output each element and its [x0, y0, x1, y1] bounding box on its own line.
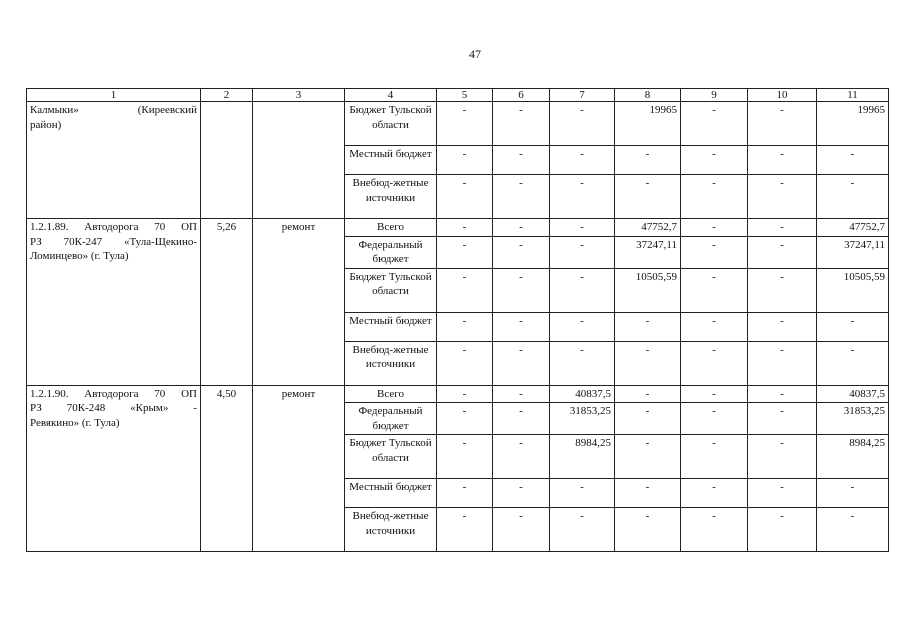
value-cell: -	[437, 403, 493, 435]
value-cell: -	[550, 175, 615, 219]
value-cell: -	[681, 268, 748, 312]
value-cell: -	[437, 312, 493, 341]
object-name-line: Калмыки» (Киреевский	[30, 104, 197, 116]
value-cell: -	[681, 508, 748, 552]
object-name-line: РЗ 70К-248 «Крым» -	[30, 402, 197, 414]
column-header: 11	[817, 89, 889, 102]
value-cell: -	[493, 385, 550, 403]
column-header: 10	[748, 89, 817, 102]
value-cell: -	[681, 341, 748, 385]
header-row	[27, 89, 889, 102]
object-name-line: РЗ 70К-247 «Тула-Щекино-	[30, 235, 197, 248]
length-cell	[201, 102, 253, 219]
value-cell: -	[681, 435, 748, 479]
funding-source-cell: Внебюд-жетные источники	[345, 508, 437, 552]
value-cell: -	[550, 146, 615, 175]
value-cell: 31853,25	[817, 403, 889, 435]
value-cell: -	[681, 312, 748, 341]
value-cell: -	[615, 175, 681, 219]
value-cell: -	[748, 312, 817, 341]
length-cell: 4,50	[201, 385, 253, 552]
value-cell: -	[493, 219, 550, 237]
value-cell: 37247,11	[615, 236, 681, 268]
value-cell: -	[437, 479, 493, 508]
value-cell: -	[615, 508, 681, 552]
value-cell: -	[550, 236, 615, 268]
value-cell: -	[437, 268, 493, 312]
value-cell: 10505,59	[615, 268, 681, 312]
value-cell: 19965	[615, 102, 681, 146]
value-cell: -	[615, 341, 681, 385]
value-cell: -	[615, 312, 681, 341]
value-cell: -	[681, 175, 748, 219]
value-cell: -	[748, 341, 817, 385]
value-cell: -	[437, 435, 493, 479]
value-cell: -	[493, 268, 550, 312]
value-cell: -	[615, 435, 681, 479]
value-cell: 19965	[817, 102, 889, 146]
value-cell: -	[615, 146, 681, 175]
column-header: 9	[681, 89, 748, 102]
value-cell: -	[550, 341, 615, 385]
value-cell: -	[615, 385, 681, 403]
value-cell: 31853,25	[550, 403, 615, 435]
value-cell: -	[493, 341, 550, 385]
value-cell: -	[437, 219, 493, 237]
budget-table	[26, 88, 889, 552]
object-name	[27, 102, 201, 219]
value-cell: 8984,25	[817, 435, 889, 479]
column-header: 2	[201, 89, 253, 102]
value-cell: 47752,7	[615, 219, 681, 237]
work-type-cell: ремонт	[253, 219, 345, 386]
value-cell: -	[681, 236, 748, 268]
value-cell: -	[550, 219, 615, 237]
funding-source-cell: Местный бюджет	[345, 146, 437, 175]
object-name-line: Ломинцево» (г. Тула)	[30, 250, 129, 262]
funding-source-cell: Внебюд-жетные источники	[345, 341, 437, 385]
funding-source-cell: Бюджет Тульской области	[345, 102, 437, 146]
column-header: 1	[27, 89, 201, 102]
value-cell: -	[493, 508, 550, 552]
column-header: 8	[615, 89, 681, 102]
column-header: 3	[253, 89, 345, 102]
value-cell: -	[550, 312, 615, 341]
value-cell: -	[817, 175, 889, 219]
value-cell: -	[437, 385, 493, 403]
length-cell: 5,26	[201, 219, 253, 386]
value-cell: -	[550, 479, 615, 508]
value-cell: -	[748, 435, 817, 479]
value-cell: -	[681, 219, 748, 237]
value-cell: -	[817, 146, 889, 175]
funding-source-cell: Федеральный бюджет	[345, 403, 437, 435]
value-cell: -	[748, 268, 817, 312]
value-cell: -	[748, 403, 817, 435]
value-cell: -	[748, 385, 817, 403]
funding-source-cell: Всего	[345, 219, 437, 237]
object-name-line: 1.2.1.89. Автодорога 70 ОП	[30, 221, 197, 233]
column-header: 7	[550, 89, 615, 102]
value-cell: -	[681, 385, 748, 403]
value-cell: -	[437, 236, 493, 268]
funding-source-cell: Местный бюджет	[345, 312, 437, 341]
value-cell: -	[615, 403, 681, 435]
work-type-cell	[253, 102, 345, 219]
funding-source-cell: Бюджет Тульской области	[345, 435, 437, 479]
funding-source-cell: Бюджет Тульской области	[345, 268, 437, 312]
value-cell: 40837,5	[550, 385, 615, 403]
value-cell: 8984,25	[550, 435, 615, 479]
value-cell: -	[493, 102, 550, 146]
funding-source-cell: Внебюд-жетные источники	[345, 175, 437, 219]
page-number: 47	[469, 47, 481, 61]
value-cell: -	[681, 479, 748, 508]
object-name-line: район)	[30, 118, 62, 131]
value-cell: -	[748, 479, 817, 508]
value-cell: -	[550, 508, 615, 552]
column-header: 6	[493, 89, 550, 102]
value-cell: -	[748, 175, 817, 219]
object-name-line: 1.2.1.90. Автодорога 70 ОП	[30, 387, 197, 400]
value-cell: 47752,7	[817, 219, 889, 237]
funding-source-cell: Всего	[345, 385, 437, 403]
object-name-line: Ревякино» (г. Тула)	[30, 416, 120, 429]
table-row	[27, 219, 889, 237]
value-cell: 37247,11	[817, 236, 889, 268]
value-cell: 10505,59	[817, 268, 889, 312]
value-cell: -	[493, 479, 550, 508]
value-cell: -	[437, 175, 493, 219]
value-cell: -	[550, 102, 615, 146]
value-cell: -	[748, 219, 817, 237]
value-cell: 40837,5	[817, 385, 889, 403]
value-cell: -	[748, 146, 817, 175]
value-cell: -	[437, 146, 493, 175]
table-row	[27, 102, 889, 146]
funding-source-cell: Федеральный бюджет	[345, 236, 437, 268]
value-cell: -	[437, 508, 493, 552]
value-cell: -	[681, 403, 748, 435]
object-name	[27, 219, 201, 386]
object-name	[27, 385, 201, 552]
column-header: 5	[437, 89, 493, 102]
value-cell: -	[437, 341, 493, 385]
value-cell: -	[615, 479, 681, 508]
value-cell: -	[817, 479, 889, 508]
value-cell: -	[493, 435, 550, 479]
work-type-cell: ремонт	[253, 385, 345, 552]
value-cell: -	[817, 508, 889, 552]
value-cell: -	[493, 403, 550, 435]
funding-source-cell: Местный бюджет	[345, 479, 437, 508]
value-cell: -	[493, 146, 550, 175]
value-cell: -	[437, 102, 493, 146]
value-cell: -	[748, 508, 817, 552]
value-cell: -	[681, 146, 748, 175]
value-cell: -	[817, 341, 889, 385]
value-cell: -	[817, 312, 889, 341]
value-cell: -	[748, 236, 817, 268]
table-row	[27, 385, 889, 403]
value-cell: -	[550, 268, 615, 312]
value-cell: -	[493, 312, 550, 341]
value-cell: -	[493, 175, 550, 219]
value-cell: -	[493, 236, 550, 268]
value-cell: -	[748, 102, 817, 146]
value-cell: -	[681, 102, 748, 146]
column-header: 4	[345, 89, 437, 102]
